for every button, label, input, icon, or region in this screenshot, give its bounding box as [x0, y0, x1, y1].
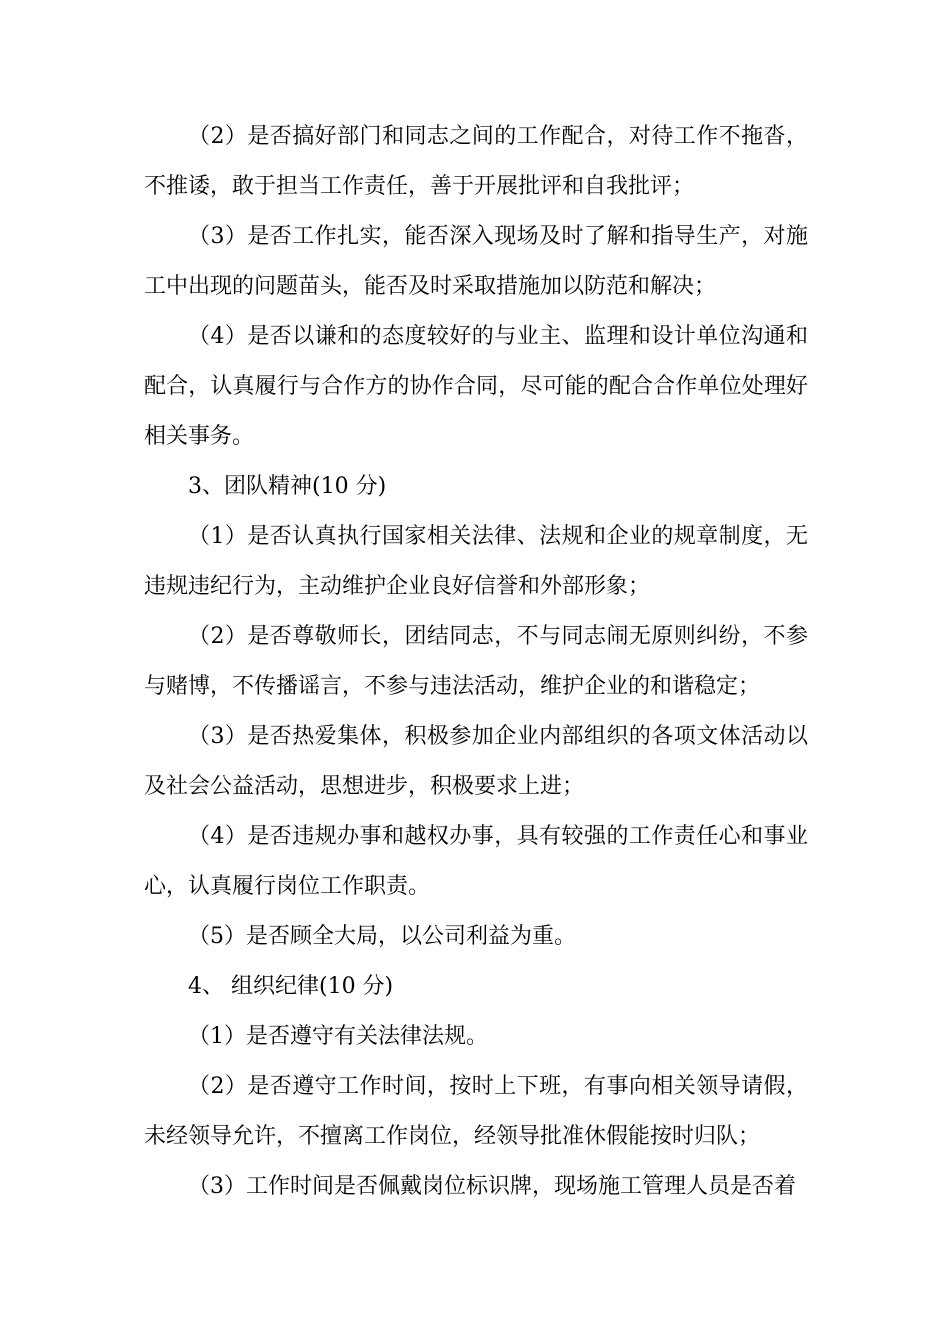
section-heading-discipline: 4、 组织纪律(10 分) [188, 974, 394, 999]
paragraph-discipline-3: （3）工作时间是否佩戴岗位标识牌，现场施工管理人员是否着 [188, 1174, 796, 1199]
paragraph-cooperation-3: （3）是否工作扎实，能否深入现场及时了解和指导生产，对施工中出现的问题苗头，能否及时采取措施加以防范和解决； [144, 224, 808, 299]
paragraph-team-1: （1）是否认真执行国家相关法律、法规和企业的规章制度，无违规违纪行为，主动维护企业良好信誉和外部形象； [144, 524, 808, 599]
paragraph-team-5: （5）是否顾全大局，以公司利益为重。 [188, 924, 576, 949]
paragraph-cooperation-4: （4）是否以谦和的态度较好的与业主、监理和设计单位沟通和配合，认真履行与合作方的协作合同，尽可能的配合合作单位处理好相关事务。 [144, 324, 808, 449]
paragraph-team-2: （2）是否尊敬师长，团结同志，不与同志闹无原则纠纷，不参与赌博，不传播谣言，不参与违法活动，维护企业的和谐稳定； [144, 624, 808, 699]
section-heading-team-spirit: 3、团队精神(10 分) [188, 474, 387, 499]
paragraph-cooperation-2: （2）是否搞好部门和同志之间的工作配合，对待工作不拖沓，不推诿，敢于担当工作责任，善于开展批评和自我批评； [144, 124, 808, 199]
document-body [144, 112, 808, 1212]
paragraph-discipline-1: （1）是否遵守有关法律法规。 [188, 1024, 488, 1049]
paragraph-discipline-2: （2）是否遵守工作时间，按时上下班，有事向相关领导请假，未经领导允许，不擅离工作岗位，经领导批准休假能按时归队； [144, 1074, 808, 1149]
paragraph-team-3: （3）是否热爱集体，积极参加企业内部组织的各项文体活动以及社会公益活动，思想进步，积极要求上进； [144, 724, 808, 799]
paragraph-team-4: （4）是否违规办事和越权办事，具有较强的工作责任心和事业心，认真履行岗位工作职责。 [144, 824, 808, 899]
